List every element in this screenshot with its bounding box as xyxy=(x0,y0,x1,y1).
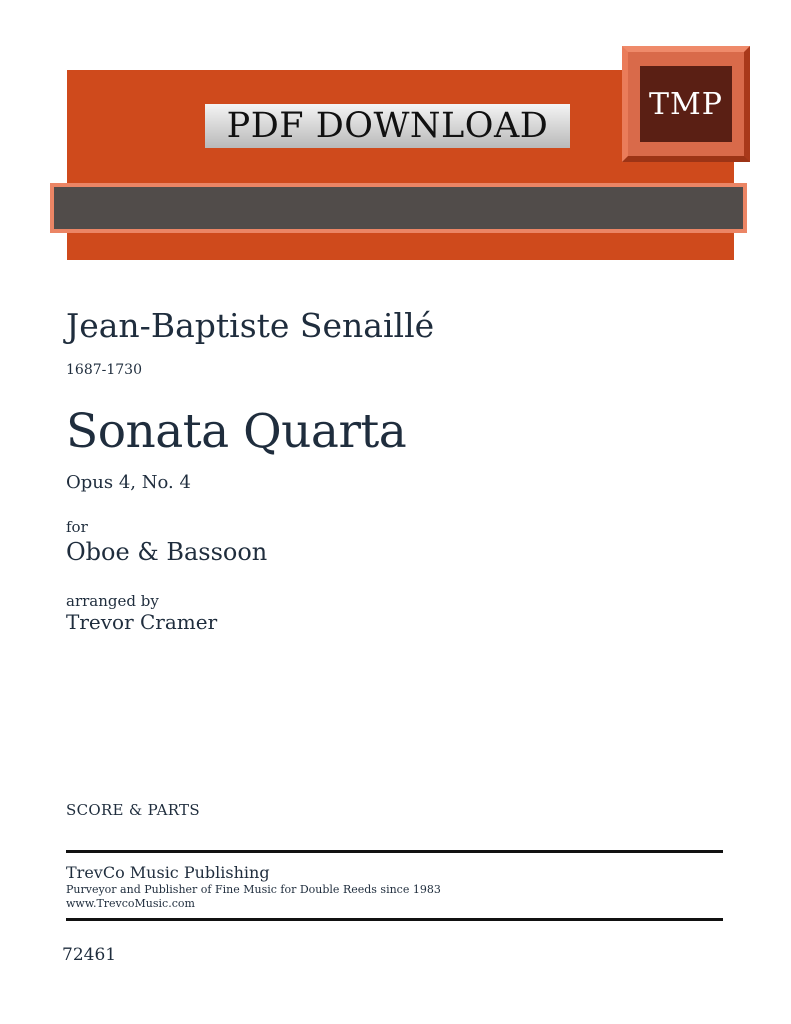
catalog-number: 72461 xyxy=(62,945,117,965)
composer-name: Jean-Baptiste Senaillé xyxy=(66,306,435,345)
for-label: for xyxy=(66,518,88,536)
publisher-tagline: Purveyor and Publisher of Fine Music for Double Reeds since 1983 xyxy=(66,883,441,896)
arranger-name: Trevor Cramer xyxy=(66,610,218,634)
instrumentation: Oboe & Bassoon xyxy=(66,538,268,566)
composer-dates: 1687-1730 xyxy=(66,362,142,378)
edition-type: SCORE & PARTS xyxy=(66,801,200,819)
pdf-download-label: PDF DOWNLOAD xyxy=(205,104,570,148)
publisher-website: www.TrevcoMusic.com xyxy=(66,897,195,910)
title-band xyxy=(50,183,747,233)
divider-bottom xyxy=(66,918,723,921)
publisher-name: TrevCo Music Publishing xyxy=(66,863,270,882)
work-title: Sonata Quarta xyxy=(66,404,407,459)
publisher-badge: TMP xyxy=(640,66,732,142)
opus-number: Opus 4, No. 4 xyxy=(66,472,191,493)
arranged-by-label: arranged by xyxy=(66,592,159,610)
divider-top xyxy=(66,850,723,853)
